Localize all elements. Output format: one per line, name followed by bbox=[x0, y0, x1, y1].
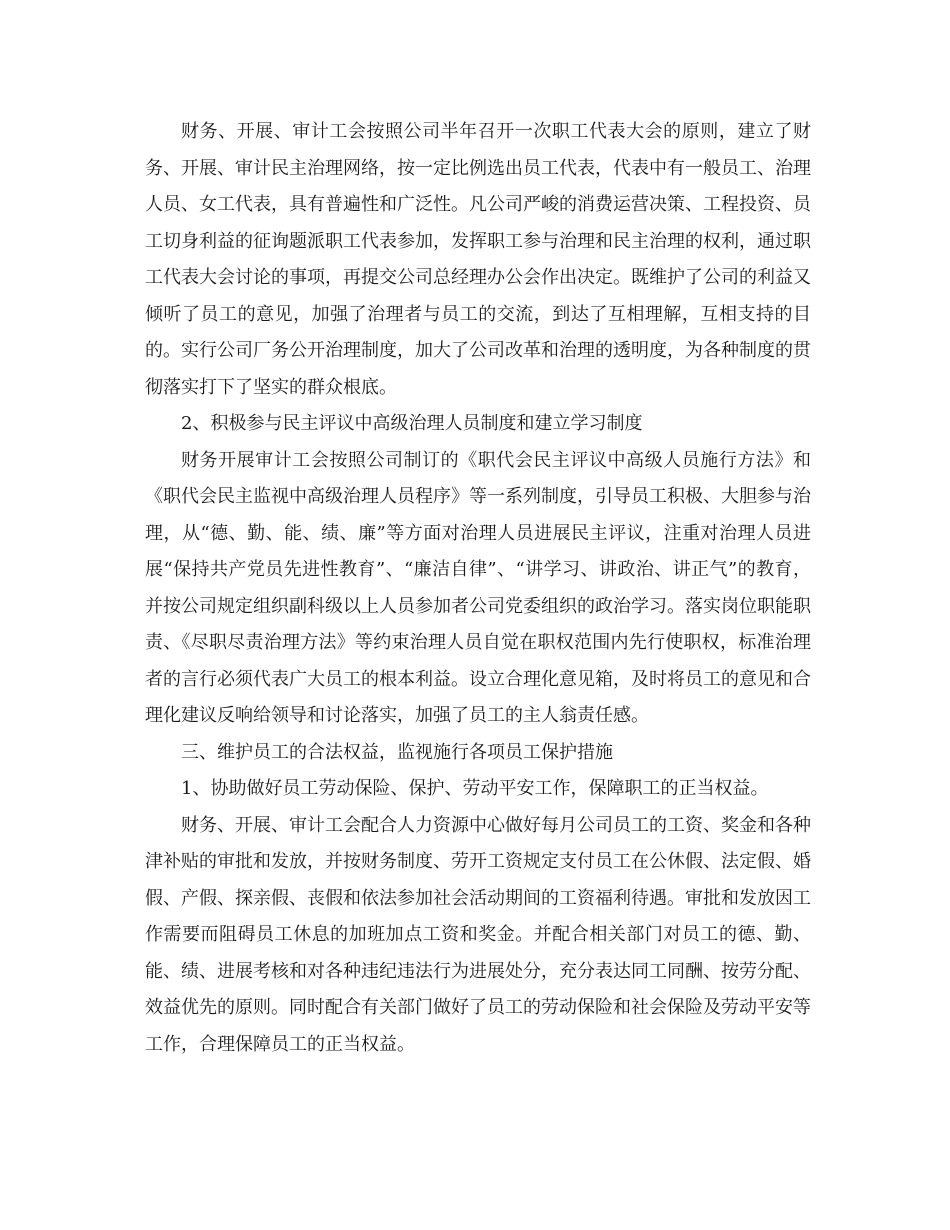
paragraph-review-system: 财务开展审计工会按照公司制订的《职代会民主评议中高级人员施行方法》和《职代会民主监视中高级治理人员程序》等一系列制度，引导员工积极、大胆参与治理，从“德、勤、能、绩、廉”等方面对治理人员进展民主评议，注重对治理人员进展“保持共产党员先进性教育”、“廉洁自律”、“讲学习、讲政治、讲正气”的教育，并按公司规定组织副科级以上人员参加者公司党委组织的政治学习。落实岗位职能职责、《尽职尽责治理方法》等约束治理人员自觉在职权范围内先行使职权，标准治理者的言行必须代表广大员工的根本利益。设立合理化意见箱，及时将员工的意见和合理化建议反响给领导和讨论落实，加强了员工的主人翁责任感。 bbox=[145, 449, 811, 726]
heading-democratic-review: 2、积极参与民主评议中高级治理人员制度和建立学习制度 bbox=[181, 413, 643, 434]
paragraph-congress: 财务、开展、审计工会按照公司半年召开一次职工代表大会的原则，建立了财务、开展、审计民主治理网络，按一定比例选出员工代表，代表中有一般员工、治理人员、女工代表，具有普遍性和广泛性。凡公司严峻的消费运营决策、工程投资、员工切身利益的征询题派职工代表参加，发挥职工参与治理和民主治理的权利，通过职工代表大会讨论的事项，再提交公司总经理办公会作出决定。既维护了公司的利益又倾听了员工的意见，加强了治理者与员工的交流，到达了互相理解，互相支持的目的。实行公司厂务公开治理制度，加大了公司改革和治理的透明度，为各种制度的贯彻落实打下了坚实的群众根底。 bbox=[145, 121, 811, 398]
document-page bbox=[145, 114, 811, 1063]
paragraph-wages: 财务、开展、审计工会配合人力资源中心做好每月公司员工的工资、奖金和各种津补贴的审批和发放，并按财务制度、劳开工资规定支付员工在公休假、法定假、婚假、产假、探亲假、丧假和依法参加社会活动期间的工资福利待遇。审批和发放因工作需要而阻碍员工休息的加班加点工资和奖金。并配合相关部门对员工的德、勤、能、绩、进展考核和对各种违纪违法行为进展处分，充分表达同工同酬、按劳分配、效益优先的原则。同时配合有关部门做好了员工的劳动保险和社会保险及劳动平安等工作，合理保障员工的正当权益。 bbox=[145, 814, 811, 1055]
heading-rights-protection: 三、维护员工的合法权益，监视施行各项员工保护措施 bbox=[181, 741, 613, 763]
heading-labor-insurance: 1、协助做好员工劳动保险、保护、劳动平安工作，保障职工的正当权益。 bbox=[181, 778, 769, 799]
